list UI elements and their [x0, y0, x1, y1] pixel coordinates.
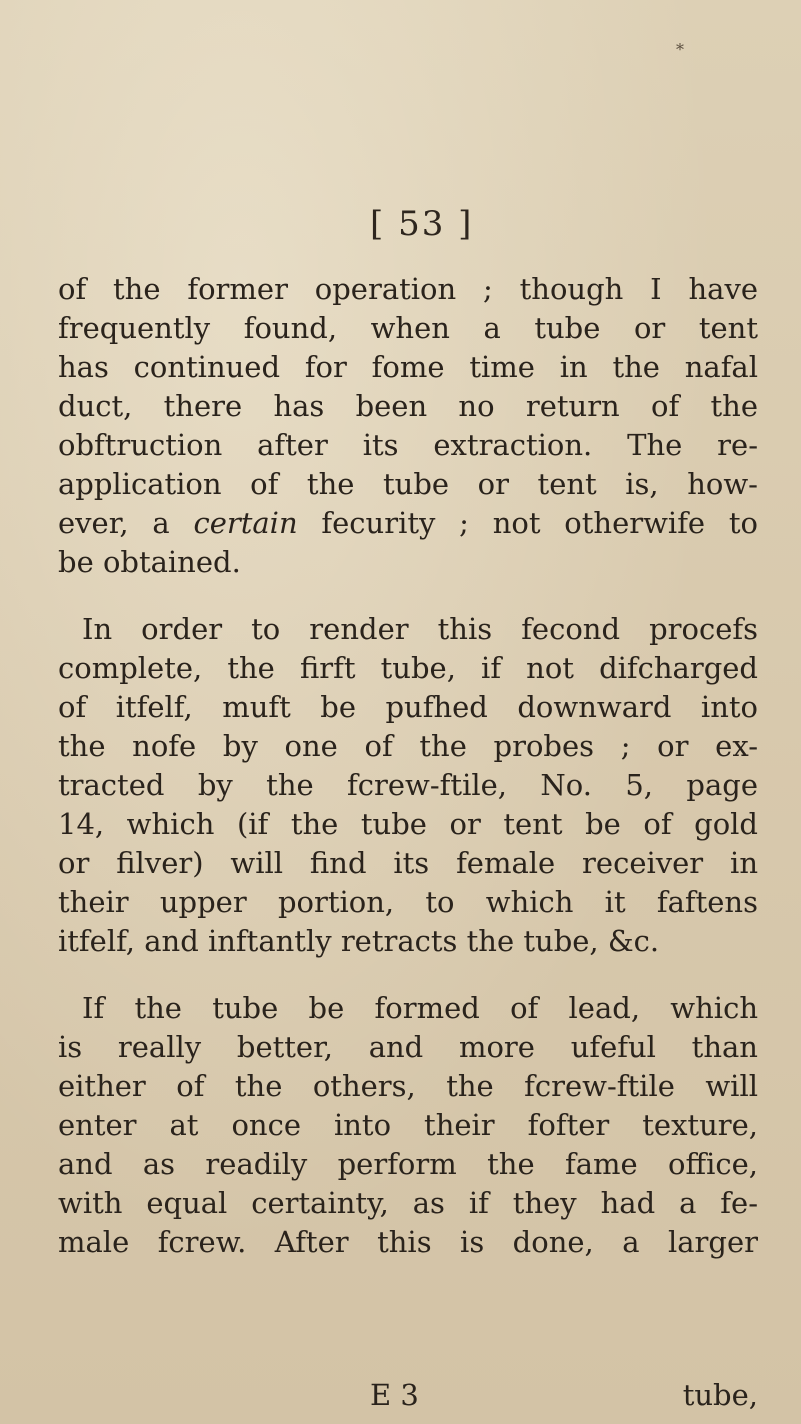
signature-mark: E 3 [370, 1378, 419, 1412]
text-line: of the former operation ; though I have [58, 272, 758, 306]
text-line: obftruction after its extraction. The re- [58, 428, 758, 462]
text-line: enter at once into their fofter texture, [58, 1108, 758, 1142]
text-line: is really better, and more ufeful than [58, 1030, 758, 1064]
text-line: be obtained. [58, 545, 241, 579]
page-footer [370, 1378, 758, 1412]
text-line [58, 504, 758, 543]
text-body [58, 270, 758, 1290]
text-line: male fcrew. After this is done, a larger [58, 1225, 758, 1259]
text-line: application of the tube or tent is, how- [58, 467, 758, 501]
paragraph-1 [58, 270, 758, 582]
text-line: frequently found, when a tube or tent [58, 311, 758, 345]
text-line: or filver) will find its female receiver in [58, 846, 758, 880]
text-fragment: ever, a [58, 506, 194, 540]
text-line: 14, which (if the tube or tent be of gold [58, 807, 758, 841]
text-line: tracted by the fcrew-ftile, No. 5, page [58, 768, 758, 802]
text-line: their upper portion, to which it faftens [58, 885, 758, 919]
italic-word: certain [193, 506, 298, 540]
catchword: tube, [682, 1378, 758, 1412]
page-number: [ 53 ] [370, 204, 474, 244]
text-line: the nofe by one of the probes ; or ex- [58, 729, 758, 763]
text-line: If the tube be formed of lead, which [82, 991, 758, 1025]
text-line: either of the others, the fcrew-ftile will [58, 1069, 758, 1103]
corner-mark: * [676, 40, 684, 59]
text-line: duct, there has been no return of the [58, 389, 758, 423]
text-line: with equal certainty, as if they had a fe- [58, 1186, 758, 1220]
text-fragment: fecurity ; not otherwife to [297, 506, 758, 540]
text-line: itfelf, and inftantly retracts the tube, &c. [58, 924, 660, 958]
text-line: In order to render this fecond procefs [82, 612, 758, 646]
paragraph-2 [58, 610, 758, 961]
text-line: and as readily perform the fame office, [58, 1147, 758, 1181]
text-line: complete, the firft tube, if not difcharged [58, 651, 758, 685]
text-line: of itfelf, muft be pufhed downward into [58, 690, 758, 724]
paragraph-3 [58, 989, 758, 1262]
text-line: has continued for fome time in the nafal [58, 350, 758, 384]
